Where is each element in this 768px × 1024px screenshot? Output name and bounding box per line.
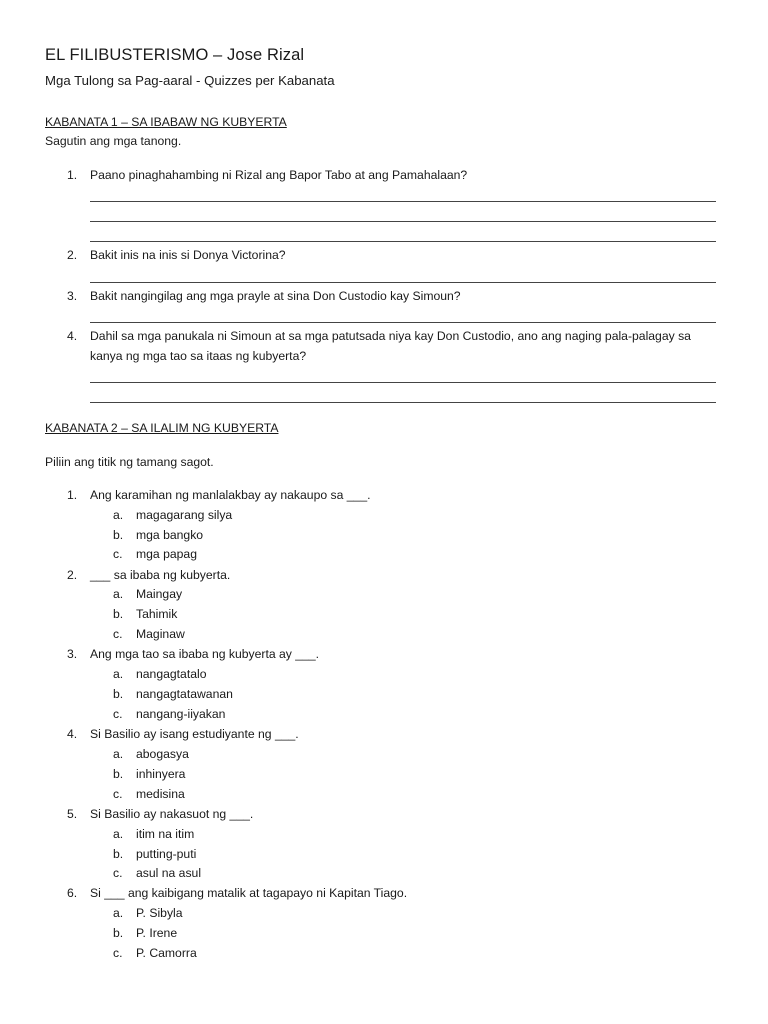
option-text[interactable]: asul na asul (136, 866, 202, 880)
option-letter: c. (113, 946, 123, 960)
question-text: ___ sa ibaba ng kubyerta. (90, 568, 231, 582)
question-text: Si Basilio ay isang estudiyante ng ___. (90, 727, 299, 741)
option-text[interactable]: Maingay (136, 587, 183, 601)
option-text[interactable]: inhinyera (136, 767, 186, 781)
chapter-2-instruction: Piliin ang titik ng tamang sagot. (45, 455, 214, 469)
chapter-2-heading: KABANATA 2 – SA ILALIM NG KUBYERTA (45, 421, 279, 435)
chapter-1-heading: KABANATA 1 – SA IBABAW NG KUBYERTA (45, 115, 287, 129)
option-letter: b. (113, 767, 124, 781)
question-number: 2. (67, 568, 78, 582)
option-text[interactable]: P. Sibyla (136, 906, 183, 920)
question-text: Bakit inis na inis si Donya Victorina? (90, 248, 286, 262)
option-text[interactable]: Maginaw (136, 627, 185, 641)
option-letter: c. (113, 547, 123, 561)
question-text: Paano pinaghahambing ni Rizal ang Bapor Tabo at ang Pamahalaan? (90, 168, 468, 182)
option-text[interactable]: mga papag (136, 547, 197, 561)
option-letter: b. (113, 687, 124, 701)
option-letter: a. (113, 587, 124, 601)
option-letter: a. (113, 508, 124, 522)
option-letter: a. (113, 667, 124, 681)
question-number: 1. (67, 168, 78, 182)
option-letter: c. (113, 866, 123, 880)
option-letter: a. (113, 827, 124, 841)
option-letter: a. (113, 906, 124, 920)
option-text[interactable]: P. Camorra (136, 946, 197, 960)
question-number: 2. (67, 248, 78, 262)
question-text: Ang mga tao sa ibaba ng kubyerta ay ___. (90, 647, 320, 661)
question-number: 1. (67, 488, 78, 502)
question-number: 4. (67, 727, 78, 741)
answer-line[interactable] (90, 201, 716, 202)
option-text[interactable]: mga bangko (136, 528, 204, 542)
option-letter: b. (113, 926, 124, 940)
question-number: 4. (67, 329, 78, 343)
option-letter: b. (113, 607, 124, 621)
question-text: Dahil sa mga panukala ni Simoun at sa mga patutsada niya kay Don Custodio, ano ang naging pala-palagay sa kanya ng mga tao sa itaas ng kubyerta? (90, 329, 691, 363)
document-title: EL FILIBUSTERISMO – Jose Rizal (45, 46, 305, 64)
answer-line[interactable] (90, 282, 716, 283)
option-letter: b. (113, 847, 124, 861)
question-number: 3. (67, 647, 78, 661)
chapter-1-instruction: Sagutin ang mga tanong. (45, 134, 182, 148)
option-text[interactable]: medisina (136, 787, 185, 801)
question-text: Bakit nangingilag ang mga prayle at sina Don Custodio kay Simoun? (90, 289, 461, 303)
option-letter: c. (113, 787, 123, 801)
option-text[interactable]: nangagtatawanan (136, 687, 233, 701)
question-number: 5. (67, 807, 78, 821)
option-text[interactable]: Tahimik (136, 607, 178, 621)
answer-line[interactable] (90, 241, 716, 242)
option-text[interactable]: nangang-iiyakan (136, 707, 226, 721)
option-letter: a. (113, 747, 124, 761)
option-letter: c. (113, 707, 123, 721)
question-text: Ang karamihan ng manlalakbay ay nakaupo sa ___. (90, 488, 371, 502)
document-subtitle: Mga Tulong sa Pag-aaral - Quizzes per Kabanata (45, 73, 335, 88)
option-text[interactable]: magagarang silya (136, 508, 233, 522)
question-text: Si Basilio ay nakasuot ng ___. (90, 807, 254, 821)
option-letter: b. (113, 528, 124, 542)
answer-line[interactable] (90, 382, 716, 383)
question-number: 3. (67, 289, 78, 303)
answer-line[interactable] (90, 221, 716, 222)
option-text[interactable]: abogasya (136, 747, 189, 761)
option-text[interactable]: itim na itim (136, 827, 195, 841)
question-text: Si ___ ang kaibigang matalik at tagapayo ni Kapitan Tiago. (90, 886, 408, 900)
question-number: 6. (67, 886, 78, 900)
option-letter: c. (113, 627, 123, 641)
answer-line[interactable] (90, 402, 716, 403)
answer-line[interactable] (90, 322, 716, 323)
option-text[interactable]: P. Irene (136, 926, 178, 940)
option-text[interactable]: nangagtatalo (136, 667, 207, 681)
option-text[interactable]: putting-puti (136, 847, 197, 861)
